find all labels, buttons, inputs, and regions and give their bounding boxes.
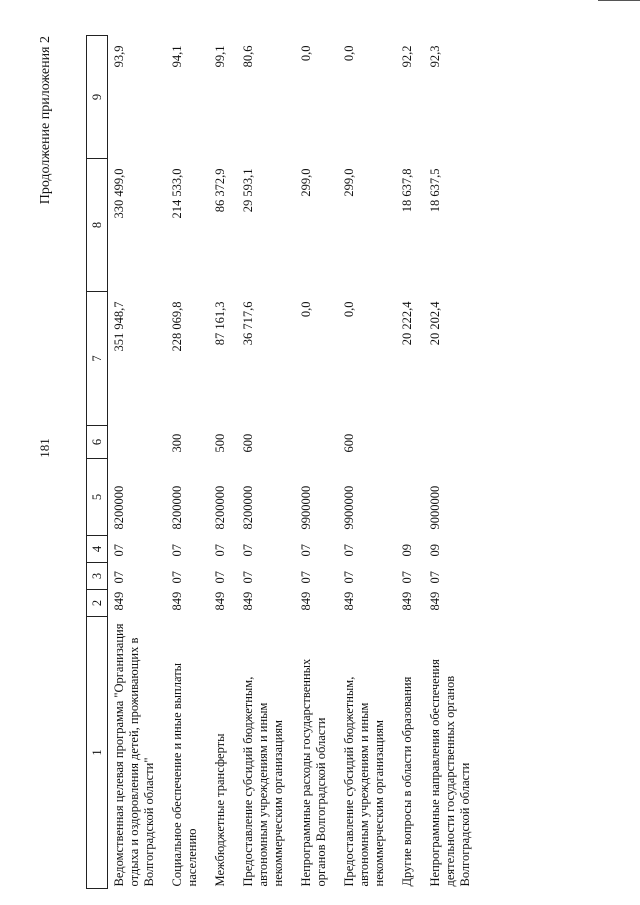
column-number-row (87, 36, 108, 889)
actual-amount: 18 637,5 (428, 168, 442, 213)
subsection-code: 09 (428, 544, 442, 557)
expense-type-code (396, 426, 424, 459)
ministry-code: 849 (112, 591, 126, 611)
target-article-code (396, 459, 424, 536)
target-article-code: 9900000 (299, 485, 313, 530)
subsection-code: 07 (241, 544, 255, 557)
subsection-code: 07 (342, 544, 356, 557)
subsection-code: 07 (112, 544, 126, 557)
execution-percent: 92,2 (400, 45, 414, 68)
planned-amount: 228 069,8 (170, 301, 184, 352)
execution-percent: 80,6 (241, 45, 255, 68)
table-row (166, 36, 209, 889)
expense-type-code: 300 (170, 433, 184, 453)
expense-name: Другие вопросы в области образования (400, 676, 414, 887)
table-row (108, 36, 167, 889)
page-number: 181 (37, 438, 52, 458)
planned-amount: 87 161,3 (213, 301, 227, 346)
execution-percent: 94,1 (170, 45, 184, 68)
expense-name: Социальное обеспечение и иные выплаты населению (170, 662, 199, 887)
ministry-code: 849 (342, 591, 356, 611)
table-row (295, 36, 338, 889)
ministry-code: 849 (400, 591, 414, 611)
expense-name: Межбюджетные трансферты (213, 733, 227, 887)
actual-amount: 214 533,0 (170, 168, 184, 219)
planned-amount: 0,0 (342, 301, 356, 318)
expense-type-code: 500 (213, 433, 227, 453)
expense-type-code (424, 426, 482, 459)
column-number: 7 (87, 292, 108, 426)
planned-amount: 351 948,7 (112, 301, 126, 352)
execution-percent: 92,3 (428, 45, 442, 68)
actual-amount: 29 593,1 (241, 168, 255, 213)
planned-amount: 0,0 (299, 301, 313, 318)
table-row (237, 36, 295, 889)
subsection-code: 09 (400, 544, 414, 557)
subsection-code: 07 (213, 544, 227, 557)
ministry-code: 849 (299, 591, 313, 611)
planned-amount: 36 717,6 (241, 301, 255, 346)
section-code: 07 (241, 571, 255, 584)
actual-amount: 299,0 (342, 168, 356, 197)
table-row (209, 36, 237, 889)
section-code: 07 (400, 571, 414, 584)
section-code: 07 (112, 571, 126, 584)
ministry-code: 849 (428, 591, 442, 611)
expense-type-code: 600 (342, 433, 356, 453)
section-code: 07 (428, 571, 442, 584)
column-number: 1 (87, 617, 108, 889)
target-article-code: 9900000 (342, 485, 356, 530)
execution-percent: 0,0 (342, 45, 356, 62)
section-code: 07 (213, 571, 227, 584)
column-number: 9 (87, 36, 108, 159)
ministry-code: 849 (213, 591, 227, 611)
section-code: 07 (342, 571, 356, 584)
column-number: 2 (87, 590, 108, 617)
execution-percent: 0,0 (299, 45, 313, 62)
ministry-code: 849 (170, 591, 184, 611)
actual-amount: 330 499,0 (112, 168, 126, 219)
target-article-code: 8200000 (112, 485, 126, 530)
actual-amount: 18 637,8 (400, 168, 414, 213)
expense-name: Ведомственная целевая программа "Организация отдыха и оздоровления детей, проживающих в Волгоградской области" (112, 623, 156, 887)
expense-type-code (108, 426, 167, 459)
planned-amount: 20 202,4 (428, 301, 442, 346)
execution-percent: 99,1 (213, 45, 227, 68)
execution-percent: 93,9 (112, 45, 126, 68)
section-code: 07 (299, 571, 313, 584)
target-article-code: 8200000 (241, 485, 255, 530)
column-number: 5 (87, 459, 108, 536)
target-article-code: 8200000 (170, 485, 184, 530)
column-number: 4 (87, 536, 108, 563)
target-article-code: 9000000 (428, 485, 442, 530)
column-number: 3 (87, 563, 108, 590)
table-row (424, 36, 482, 889)
appendix-heading: Продолжение приложения 2 (38, 36, 53, 205)
expense-name: Непрограммные направления обеспечения деятельности государственных органов Волгоградской области (428, 659, 472, 887)
expense-type-code (295, 426, 338, 459)
ministry-code: 849 (241, 591, 255, 611)
expense-name: Непрограммные расходы государственных органов Волгоградской области (299, 658, 328, 887)
budget-table (86, 35, 482, 889)
target-article-code: 8200000 (213, 485, 227, 530)
section-code: 07 (170, 571, 184, 584)
subsection-code: 07 (170, 544, 184, 557)
expense-name: Предоставление субсидий бюджетным, автономным учреждениям и иным некоммерческим организациям (241, 676, 285, 887)
column-number: 6 (87, 426, 108, 459)
table-row (338, 36, 396, 889)
table-row (396, 36, 424, 889)
actual-amount: 299,0 (299, 168, 313, 197)
expense-name: Предоставление субсидий бюджетным, автономным учреждениям и иным некоммерческим организациям (342, 676, 386, 887)
expense-type-code: 600 (241, 433, 255, 453)
column-number: 8 (87, 159, 108, 292)
actual-amount: 86 372,9 (213, 168, 227, 213)
planned-amount: 20 222,4 (400, 301, 414, 346)
subsection-code: 07 (299, 544, 313, 557)
